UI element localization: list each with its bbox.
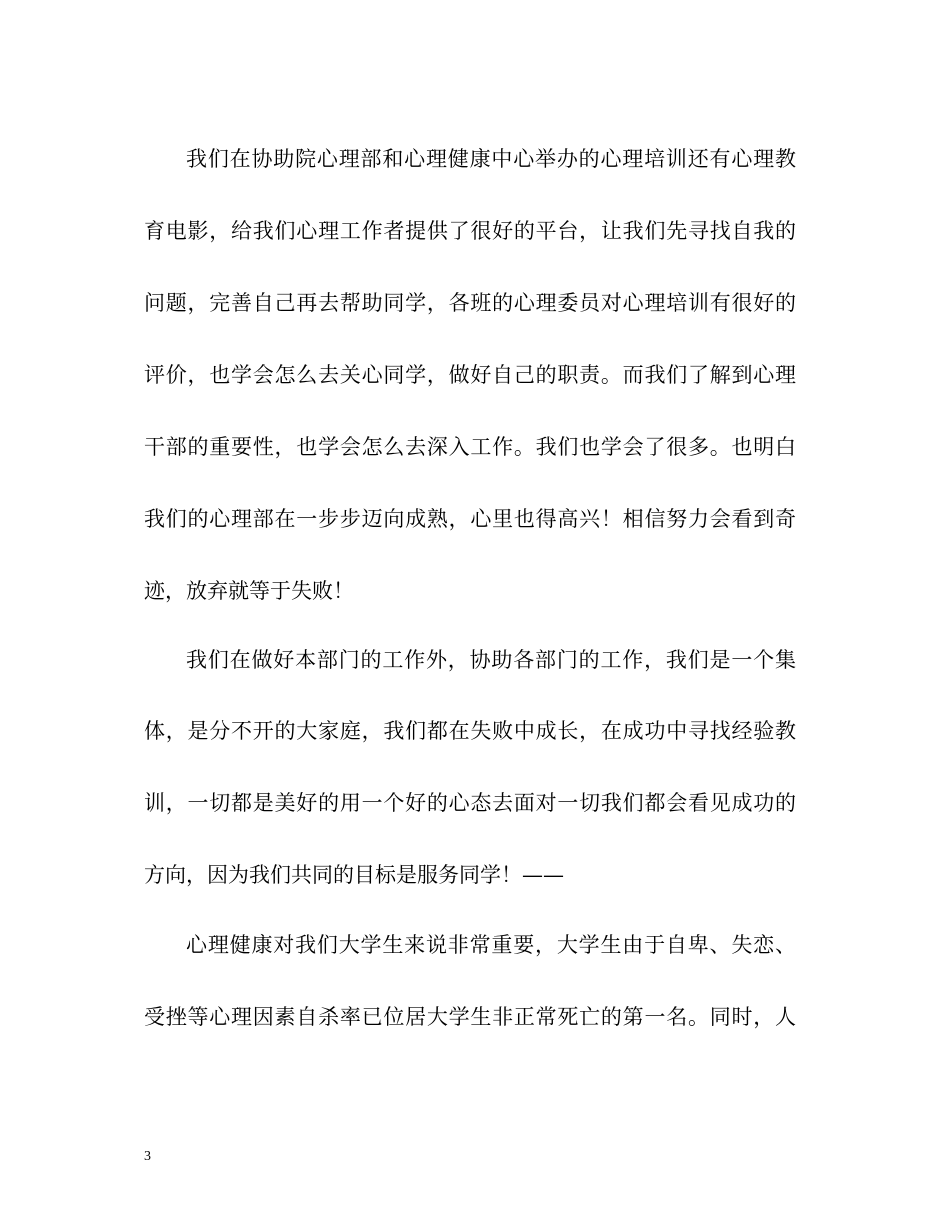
paragraph-3-line-2: 受挫等心理因素自杀率已位居大学生非正常死亡的第一名。同时，人: [144, 1005, 796, 1029]
paragraph-2-line-3: 训，一切都是美好的用一个好的心态去面对一切我们都会看见成功的: [144, 791, 796, 815]
paragraph-1-line-5: 干部的重要性，也学会怎么去深入工作。我们也学会了很多。也明白: [144, 435, 796, 459]
paragraph-1-line-1: 我们在协助院心理部和心理健康中心举办的心理培训还有心理教: [186, 147, 796, 171]
paragraph-2-line-4: 方向，因为我们共同的目标是服务同学！——: [144, 863, 564, 887]
paragraph-1-line-3: 问题，完善自己再去帮助同学，各班的心理委员对心理培训有很好的: [144, 291, 796, 315]
paragraph-1-line-2: 育电影，给我们心理工作者提供了很好的平台，让我们先寻找自我的: [144, 219, 796, 243]
paragraph-3-line-1: 心理健康对我们大学生来说非常重要，大学生由于自卑、失恋、: [186, 933, 796, 957]
paragraph-1-line-6: 我们的心理部在一步步迈向成熟，心里也得高兴！相信努力会看到奇: [144, 507, 796, 531]
paragraph-2-line-2: 体，是分不开的大家庭，我们都在失败中成长，在成功中寻找经验教: [144, 719, 796, 743]
paragraph-2-line-1: 我们在做好本部门的工作外，协助各部门的工作，我们是一个集: [186, 648, 796, 672]
paragraph-1-line-4: 评价，也学会怎么去关心同学，做好自己的职责。而我们了解到心理: [144, 363, 796, 387]
page-number: 3: [144, 1149, 151, 1164]
paragraph-1-line-7: 迹，放弃就等于失败！: [144, 579, 354, 603]
